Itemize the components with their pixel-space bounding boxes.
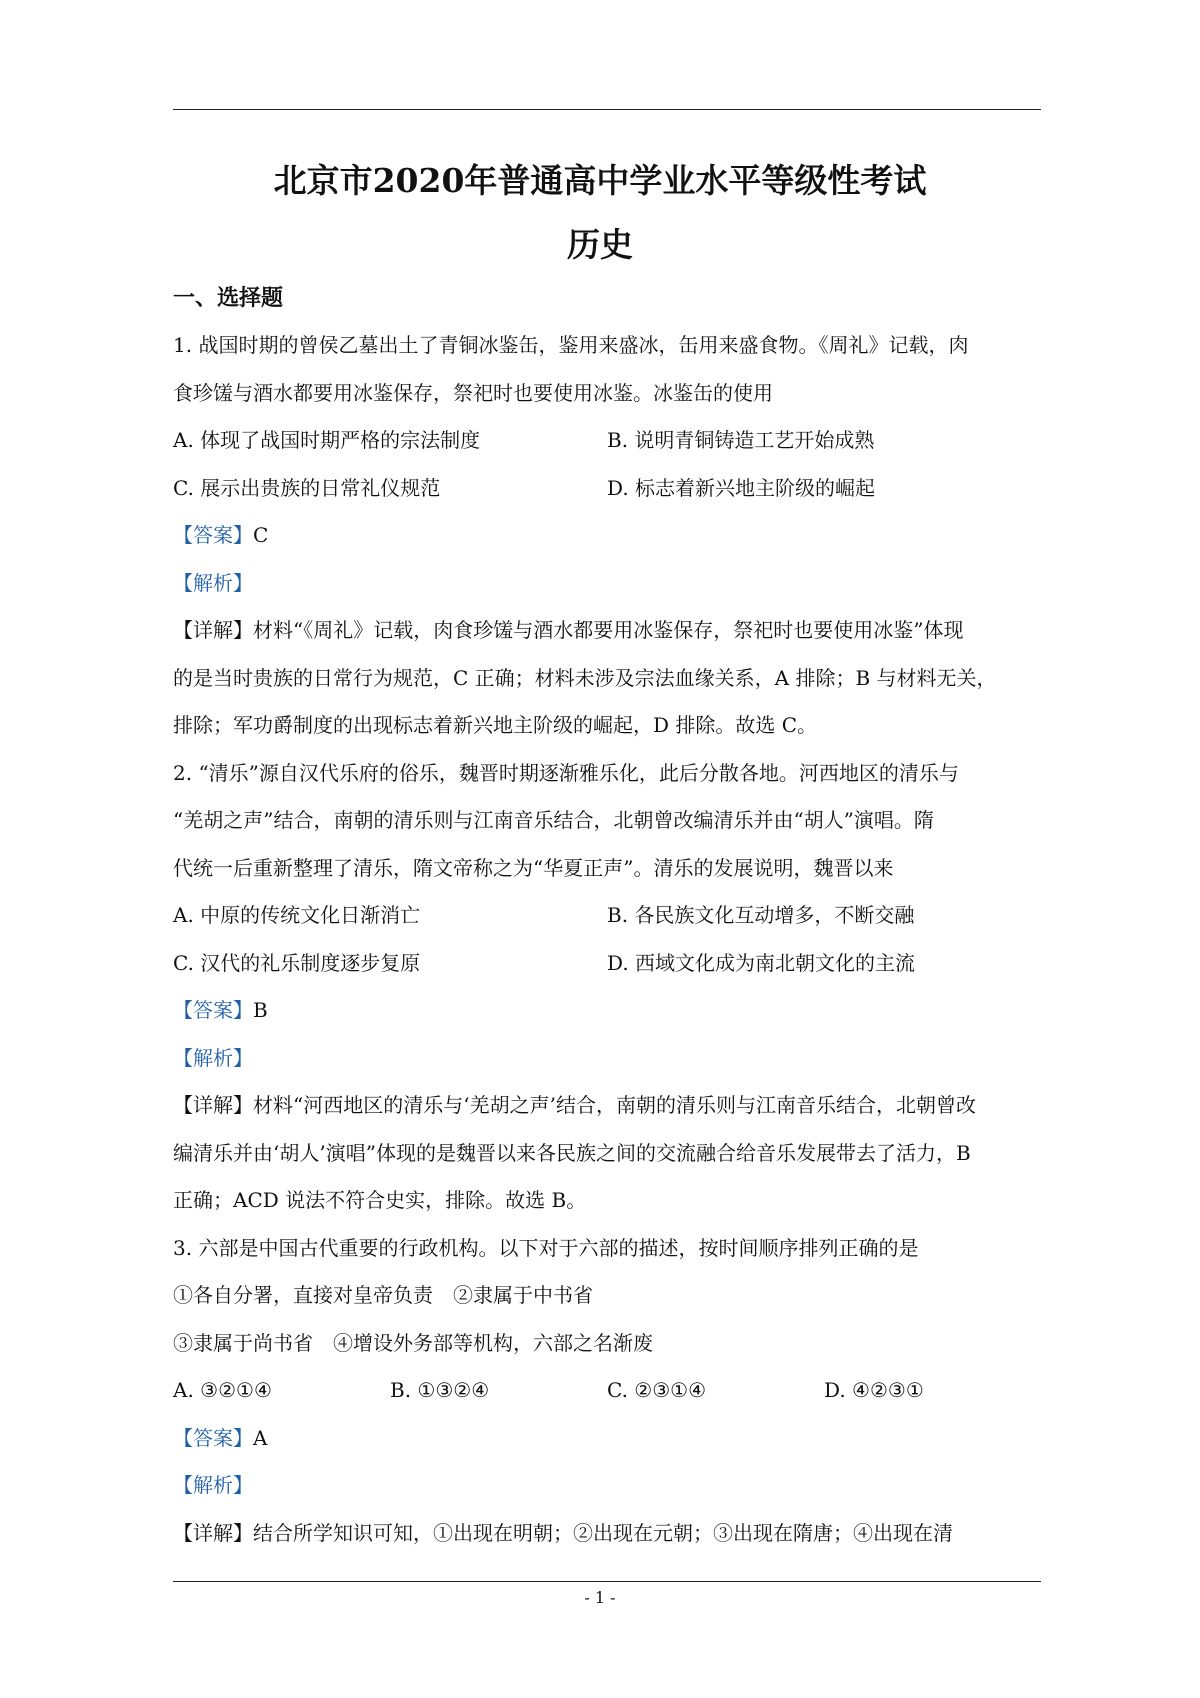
q2-detail-line: 编清乐并由‘胡人’演唱”体现的是魏晋以来各民族之间的交流融合给音乐发展带去了活力，B <box>173 1140 971 1165</box>
q2-answer: 【答案】B <box>173 998 268 1022</box>
q1-option-b: B. 说明青铜铸造工艺开始成熟 <box>607 428 875 452</box>
q3-stem-line: ③隶属于尚书省 ④增设外务部等机构，六部之名渐废 <box>173 1330 653 1355</box>
q3-stem-line: ①各自分署，直接对皇帝负责 ②隶属于中书省 <box>173 1283 593 1307</box>
q1-answer-value: C <box>253 523 269 547</box>
q3-answer: 【答案】A <box>173 1425 268 1450</box>
analysis-label: 解析 <box>193 570 233 595</box>
q2-analysis: 【解析】 <box>173 1045 253 1070</box>
analysis-label: 解析 <box>193 1473 233 1497</box>
q2-detail-line: 正确；ACD 说法不符合史实，排除。故选 B。 <box>173 1188 587 1212</box>
q1-options-row <box>173 417 1041 465</box>
detail-label: 详解 <box>193 618 233 642</box>
header-rule <box>173 109 1041 110</box>
q1-detail-line: 【详解】材料“《周礼》记载，肉食珍馐与酒水都要用冰鉴保存，祭祀时也要使用冰鉴”体现 <box>173 618 964 642</box>
q3-option-d: D. ④②③① <box>824 1378 924 1402</box>
content <box>173 274 1041 1557</box>
analysis-label: 解析 <box>193 1045 233 1070</box>
q1-option-c: C. 展示出贵族的日常礼仪规范 <box>173 475 441 500</box>
page-number: - 1 - <box>584 1588 616 1607</box>
q1-answer: 【答案】C <box>173 523 269 547</box>
answer-label: 答案 <box>193 1425 233 1450</box>
section-heading: 一、选择题 <box>173 285 284 311</box>
detail-label: 详解 <box>193 1520 233 1545</box>
q2-detail-line: 【详解】材料“河西地区的清乐与‘羌胡之声’结合，南朝的清乐则与江南音乐结合，北朝曾改 <box>173 1093 976 1117</box>
q1-options-row <box>173 465 1041 513</box>
q1-analysis: 【解析】 <box>173 570 253 595</box>
q1-stem-line: 1. 战国时期的曾侯乙墓出土了青铜冰鉴缶，鉴用来盛冰，缶用来盛食物。《周礼》记载，肉 <box>173 333 969 357</box>
q1-option-d: D. 标志着新兴地主阶级的崛起 <box>607 475 876 500</box>
q3-detail-line: 【详解】结合所学知识可知，①出现在明朝；②出现在元朝；③出现在隋唐；④出现在清 <box>173 1520 953 1545</box>
q2-stem-line: 2. “清乐”源自汉代乐府的俗乐，魏晋时期逐渐雅乐化，此后分散各地。河西地区的清乐与 <box>173 760 959 785</box>
document-title: 北京市2020年普通高中学业水平等级性考试 <box>273 161 927 200</box>
q1-detail-line: 排除；军功爵制度的出现标志着新兴地主阶级的崛起，D 排除。故选 C。 <box>173 713 818 737</box>
q2-stem-line: “羌胡之声”结合，南朝的清乐则与江南音乐结合，北朝曾改编清乐并由“胡人”演唱。隋 <box>173 808 934 832</box>
q3-stem-line: 3. 六部是中国古代重要的行政机构。以下对于六部的描述，按时间顺序排列正确的是 <box>173 1235 919 1260</box>
q3-analysis: 【解析】 <box>173 1473 253 1497</box>
q1-option-a: A. 体现了战国时期严格的宗法制度 <box>173 428 481 452</box>
q1-stem-line: 食珍馐与酒水都要用冰鉴保存，祭祀时也要使用冰鉴。冰鉴缶的使用 <box>173 380 773 405</box>
q2-detail-text: 材料“河西地区的清乐与‘羌胡之声’结合，南朝的清乐则与江南音乐结合，北朝曾改 <box>253 1093 976 1117</box>
q1-detail-line: 的是当时贵族的日常行为规范，C 正确；材料未涉及宗法血缘关系，A 排除；B 与材料无关， <box>173 665 997 690</box>
q3-detail-text: 结合所学知识可知，①出现在明朝；②出现在元朝；③出现在隋唐；④出现在清 <box>253 1520 953 1545</box>
q3-option-c: C. ②③①④ <box>607 1378 707 1402</box>
q1-detail-text: 材料“《周礼》记载，肉食珍馐与酒水都要用冰鉴保存，祭祀时也要使用冰鉴”体现 <box>253 618 964 642</box>
q3-option-a: A. ③②①④ <box>173 1378 272 1402</box>
detail-label: 详解 <box>193 1093 233 1117</box>
q2-stem-line: 代统一后重新整理了清乐，隋文帝称之为“华夏正声”。清乐的发展说明，魏晋以来 <box>173 855 894 880</box>
q2-options-row <box>173 940 1041 988</box>
q2-option-a: A. 中原的传统文化日渐消亡 <box>173 903 421 927</box>
document-subtitle: 历史 <box>567 225 633 264</box>
answer-label: 答案 <box>193 998 233 1022</box>
q2-answer-value: B <box>253 998 268 1022</box>
q2-option-b: B. 各民族文化互动增多，不断交融 <box>607 903 915 927</box>
q3-options-row <box>173 1367 1041 1415</box>
q2-option-c: C. 汉代的礼乐制度逐步复原 <box>173 950 421 975</box>
q3-option-b: B. ①③②④ <box>390 1378 490 1402</box>
q2-option-d: D. 西域文化成为南北朝文化的主流 <box>607 950 916 975</box>
footer-rule <box>173 1581 1041 1582</box>
q2-options-row <box>173 892 1041 940</box>
answer-label: 答案 <box>193 523 233 547</box>
q3-answer-value: A <box>253 1425 268 1450</box>
